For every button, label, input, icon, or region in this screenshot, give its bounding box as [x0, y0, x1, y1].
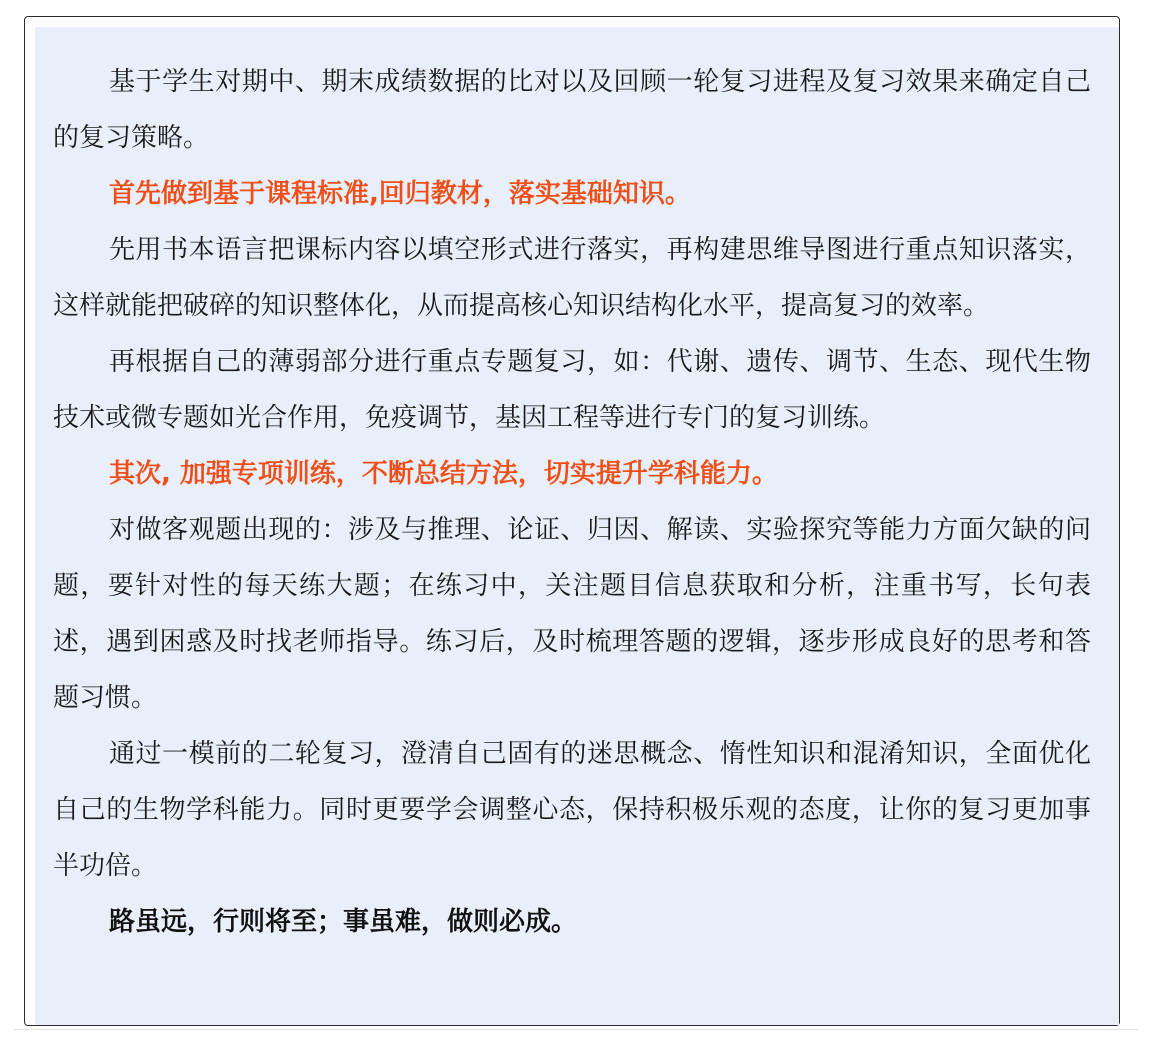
paragraph-intro: 基于学生对期中、期末成绩数据的比对以及回顾一轮复习进程及复习效果来确定自己的复习策略。	[53, 67, 1091, 153]
closing-motto: 路虽远，行则将至；事虽难，做则必成。	[109, 907, 578, 937]
paragraph-topic-review: 再根据自己的薄弱部分进行重点专题复习，如：代谢、遗传、调节、生态、现代生物技术或微专题如光合作用，免疫调节，基因工程等进行专门的复习训练。	[53, 347, 1091, 433]
article-panel	[35, 27, 1119, 1025]
paragraph-summary: 通过一模前的二轮复习，澄清自己固有的迷思概念、惰性知识和混淆知识，全面优化自己的生物学科能力。同时更要学会调整心态，保持积极乐观的态度，让你的复习更加事半功倍。	[53, 739, 1091, 881]
article-frame	[24, 16, 1120, 1026]
page-divider	[14, 1029, 1138, 1030]
paragraph-practice: 对做客观题出现的：涉及与推理、论证、归因、解读、实验探究等能力方面欠缺的问题，要针对性的每天练大题；在练习中，关注题目信息获取和分析，注重书写，长句表述，遇到困惑及时找老师指导。练习后，及时梳理答题的逻辑，逐步形成良好的思考和答题习惯。	[53, 515, 1091, 713]
paragraph-mind-map: 先用书本语言把课标内容以填空形式进行落实，再构建思维导图进行重点知识落实，这样就能把破碎的知识整体化，从而提高核心知识结构化水平，提高复习的效率。	[53, 235, 1091, 321]
heading-first-strategy: 首先做到基于课程标准,回归教材，落实基础知识。	[109, 179, 691, 209]
heading-second-strategy: 其次, 加强专项训练，不断总结方法，切实提升学科能力。	[109, 459, 778, 489]
